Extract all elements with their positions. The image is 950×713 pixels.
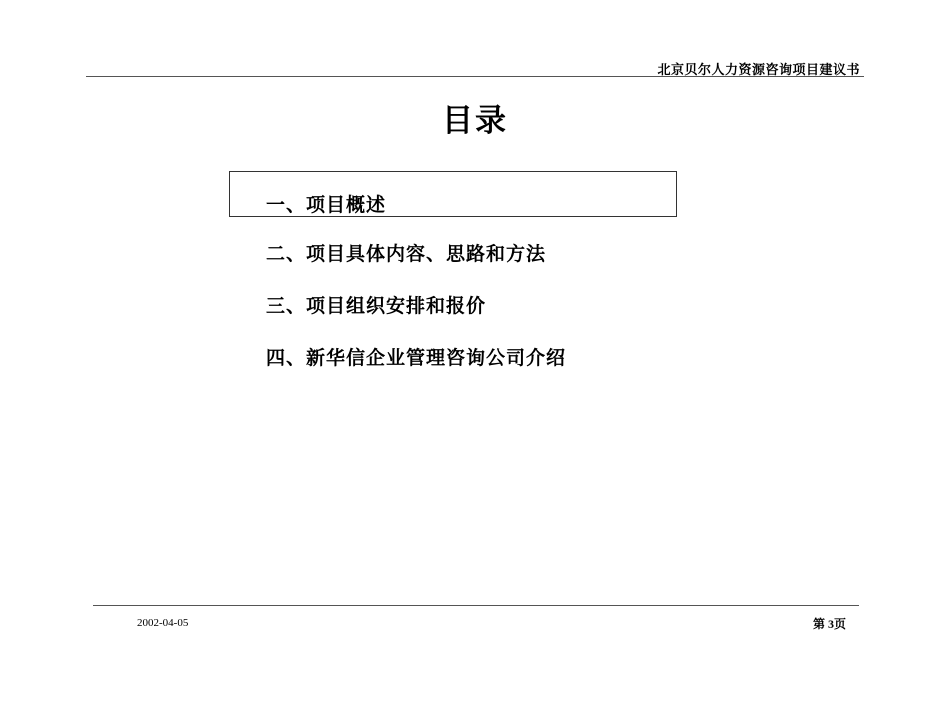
toc-item-content-methods[interactable]: 二、项目具体内容、思路和方法: [266, 243, 547, 265]
footer-date: 2002-04-05: [137, 617, 189, 629]
toc-item-company-intro[interactable]: 四、新华信企业管理咨询公司介绍: [266, 347, 567, 369]
header-divider: [86, 76, 864, 77]
toc-item-organization-pricing[interactable]: 三、项目组织安排和报价: [266, 295, 487, 317]
toc-item-overview[interactable]: 一、项目概述: [266, 194, 387, 216]
document-header-title: 北京贝尔人力资源咨询项目建议书: [657, 63, 860, 78]
page-title: 目录: [442, 103, 508, 139]
footer-page-number: 第 3页: [812, 617, 846, 631]
footer-divider: [93, 605, 859, 606]
